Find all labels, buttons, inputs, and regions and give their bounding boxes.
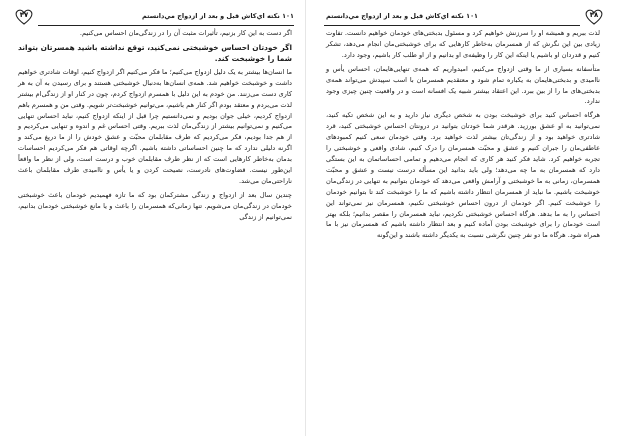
- left-page-header: [10, 6, 300, 26]
- paragraph: متأسفانه بسیاری از ما وقتی ازدواج می‌کنیم، امیدواریم که همه‌ی تنهایی‌هایمان، احساس یأس و ناامیدی و بدبختی‌هایمان به یکباره تمام شود و معتقدیم همسرمان با اسب سپیدش می‌تواند همه‌ی بدبختی‌های ما را از بین ببرد. این اعتقاد بیشتر شبیه یک افسانه است و در واقعیت چنین چیزی وجود ندارد.: [326, 64, 600, 106]
- paragraph: چندین سال بعد از ازدواج و زندگی مشترکمان بود که ما تازه فهمیدیم خودمان باعث خوشبختی خودمان در زندگی‌مان می‌شویم. تنها زمانی‌که همسرمان را باعث و یا مانع خوشبختی خودمان بدانیم، نمی‌توانیم از زندگی: [18, 190, 292, 221]
- page-gutter: [305, 0, 306, 436]
- left-page: [10, 0, 300, 436]
- paragraph: اگر دست به این کار بزنیم، تأثیرات مثبت آن را در زندگی‌مان احساس می‌کنیم.: [79, 29, 292, 37]
- running-title: ۱۰۱ نكته اي‌كاش قبل و بعد از ازدواج مي‌دانستم: [141, 12, 294, 20]
- page-number: ۴۸: [589, 11, 599, 19]
- left-page-body: [18, 28, 292, 432]
- page-number: ۴۷: [19, 11, 29, 19]
- running-title: ۱۰۱ نكته اي‌كاش قبل و بعد از ازدواج مي‌دانستم: [326, 12, 479, 20]
- header-rule: [324, 25, 580, 26]
- paragraph: هرگاه احساس کنید برای خوشبخت بودن به شخص دیگری نیاز دارید و به این شخص تکیه کنید، نمی‌توانید به او عشق بورزید. هرقدر شما خودتان بتوانید در درونتان احساس خوشبختی کنید، قرد شادتری خواهید بود و از زندگی‌تان بیشتر لذت خواهید برد. وقتی خودمان سعی کنیم کمبودهای عاطفی‌مان را جبران کنیم و عشق و محبّت همسرمان را درک کنیم، شادی واقعی و خوشبختی را تجربه خواهیم کرد. شاید فکر کنید هر کاری که انجام می‌دهیم و تمامی احساساتمان به این بستگی دارد که همسرمان به ما چه می‌دهد؛ ولی باید بدانید این مسأله درست نیست و عشق و محبّت همسرمان، زمانی به ما خوشبختی و آرامش واقعی می‌دهد که خودمان بتوانیم به تنهایی در زندگی‌مان خوشبخت باشیم. ما نباید از همسرمان انتظار داشته باشیم که ما را خوشبخت کند تا بتوانیم خودمان را خوشبخت کنیم. اگر خودمان از درون احساس خوشبختی نکنیم، همسرمان نیز نمی‌تواند این احساس را به ما بدهد. هرگاه احساس خوشبختی نکردیم، نباید همسرمان را مقصر بدانیم؛ بلکه بهتر است خودمان را برای خوشبخت بودن آماده کنیم و بعد انتظار داشته باشیم که همسرمان نیز با ما همراه شود. هرگاه ما دو نفر چنین نگرشی نسبت به یکدیگر داشته باشند و این‌گونه: [326, 111, 600, 240]
- paragraph: لذت ببریم و همیشه او را سرزنش خواهیم کرد و مسئول بدبختی‌های خودمان خواهیم دانست. تفاوت زیادی بین این نگرش که از همسرمان به‌خاطر کارهایی که برای خوشبختی‌مان انجام می‌دهد، تشکر کنیم و قدردان او باشیم یا اینکه این کار را وظیفه‌ی او بدانیم و از او طلب کار باشیم، وجود دارد.: [326, 29, 600, 59]
- bold-heading-paragraph: اگر خودتان احساس خوشبختی نمی‌کنید، توقع نداشته باشید همسرتان بتواند شما را خوشبخت کند.: [18, 42, 292, 63]
- right-page: [318, 0, 608, 436]
- page-number-badge: [14, 8, 34, 26]
- right-page-header: [318, 6, 608, 26]
- right-page-body: [326, 28, 600, 432]
- paragraph: ما انسان‌ها بیشتر به یک دلیل ازدواج می‌کنیم؛ ما فکر می‌کنیم اگر ازدواج کنیم، اوقات شادتری خواهیم داشت و خوشبخت خواهیم شد. همه‌ی انسان‌ها به‌دنبال خوشبختی هستند و برای رسیدن به آن به هر کاری دست می‌زنند. من خودم به این دلیل با همسرم ازدواج کردم، چون در کنار او از زندگی‌ام بیشتر لذت می‌بردم و معتقد بودم اگر کنار هم باشیم، می‌توانیم خوشبخت‌تر شویم. وقتی من و همسرم باهم ازدواج کردیم، خیلی جوان بودیم و نمی‌دانستیم چرا قبل از اینکه ازدواج کنیم، نباید احساس تنهایی می‌کنیم و نمی‌توانیم بیشتر از زندگی‌مان لذت ببریم. وقتی احساس غم و اندوه و تنهایی می‌کردیم و از هم جدا بودیم، فکر می‌کردیم که طرف مقابلمان محبّت و عشق خودش را از ما دریغ می‌کند و اگرنه دلیلی ندارد که ما چنین احساساتی داشته باشیم. اگرچه اوقاتی هم فکر می‌کردیم احساسات بدمان به‌خاطر کارهایی است که از نظر طرف مقابلمان خوب و درست است، ولی از نظر ما واقعاً این‌طور نیست. قضاوت‌های نادرست، نصیحت کردن و یا یأس و ناامیدی طرف مقابلمان باعث ناراحتی‌مان می‌شد.: [18, 67, 292, 185]
- page-number-badge: [584, 8, 604, 26]
- header-rule: [38, 25, 294, 26]
